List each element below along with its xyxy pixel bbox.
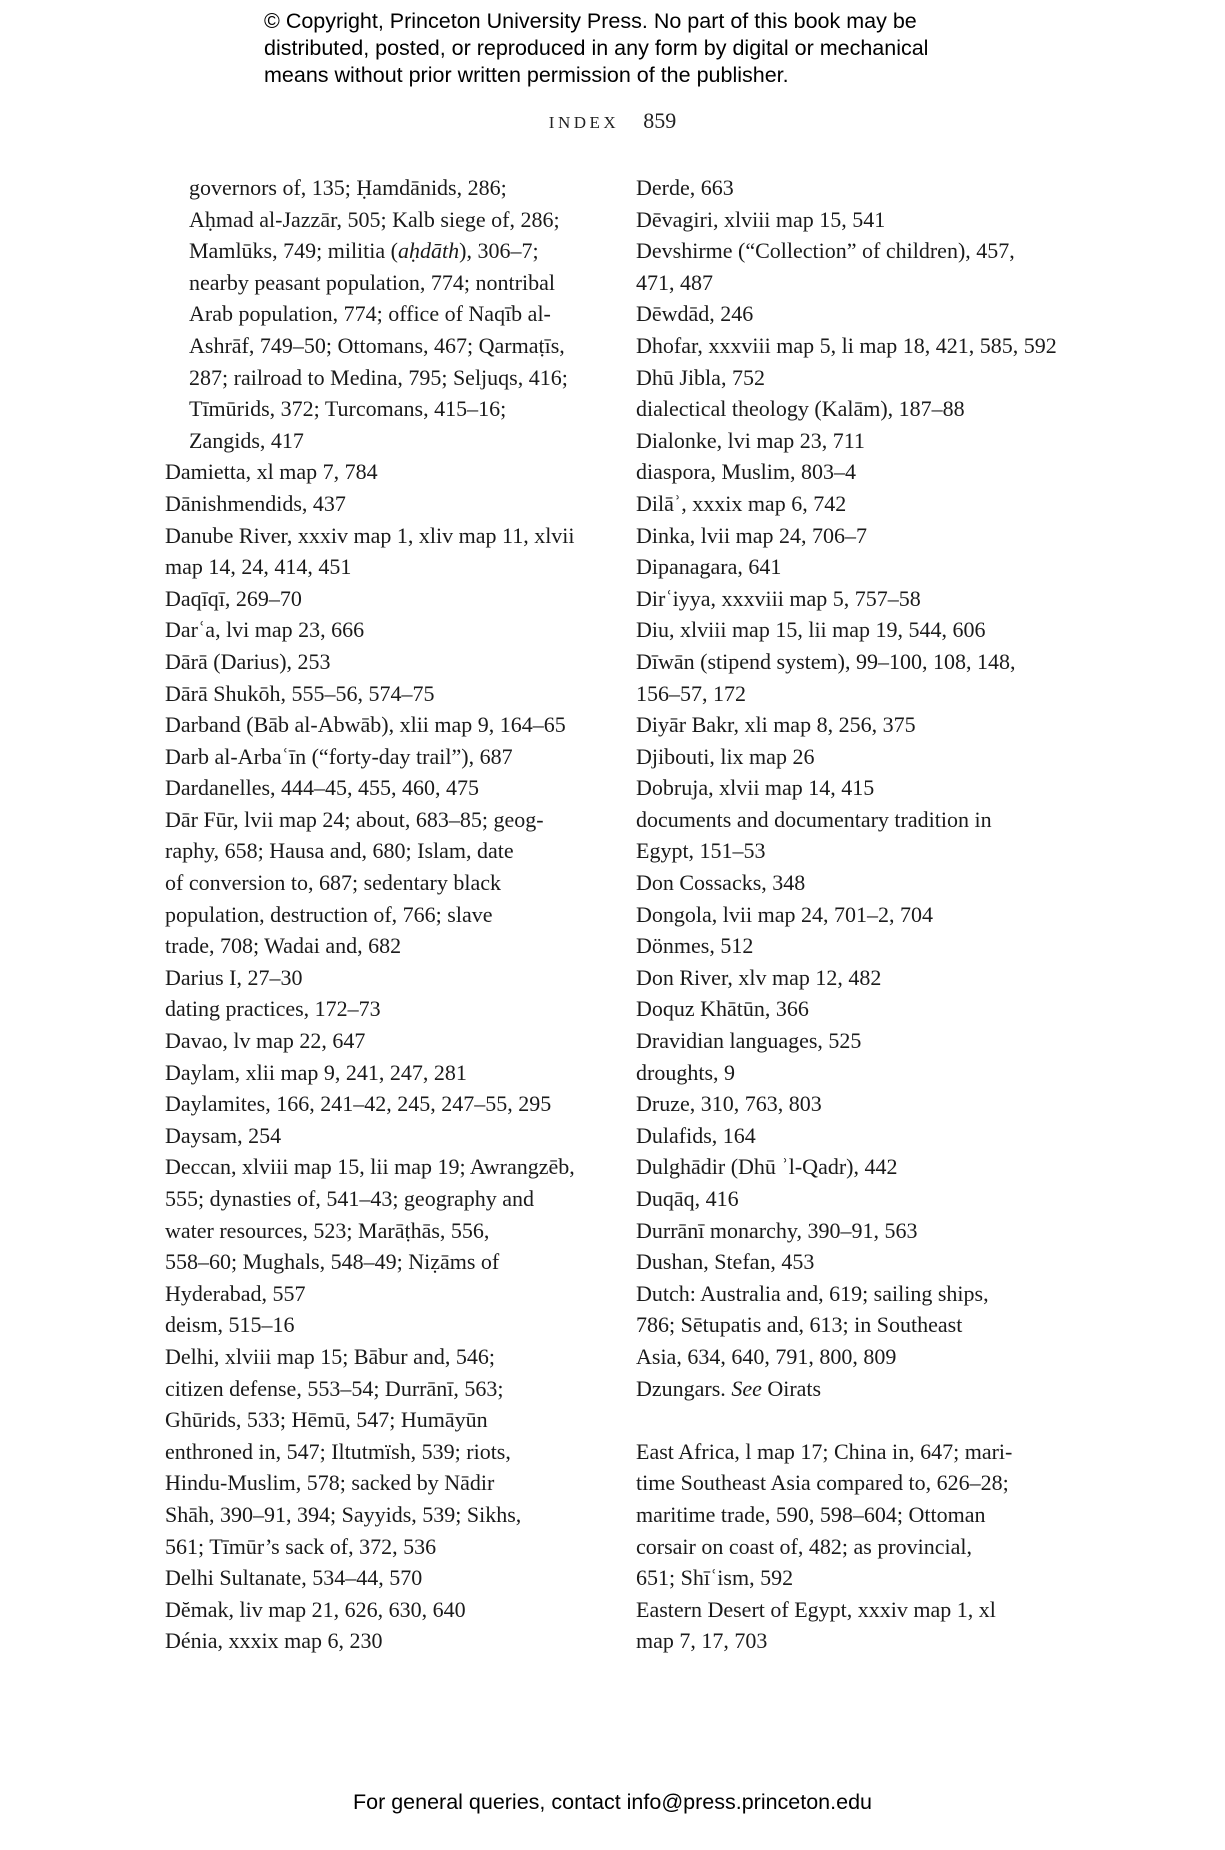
index-entry-line: droughts, 9 [636, 1059, 735, 1085]
index-entry-line: dating practices, 172–73 [165, 996, 381, 1022]
index-entry-line: Dānishmendids, 437 [165, 490, 346, 516]
index-entry-line: deism, 515–16 [165, 1312, 295, 1338]
index-entry-line: diaspora, Muslim, 803–4 [636, 459, 856, 485]
index-entry-line: Hyderabad, 557 [165, 1280, 306, 1306]
index-entry-line: Doquz Khātūn, 366 [636, 996, 809, 1022]
index-entry [636, 1057, 1076, 1089]
index-entry [636, 520, 1076, 552]
index-entry-line: Dobruja, xlvii map 14, 415 [636, 775, 875, 801]
index-entry [636, 425, 1076, 457]
index-entry-line: Dēwdād, 246 [636, 301, 754, 327]
index-entry [165, 962, 605, 994]
index-entry [636, 1215, 1076, 1247]
footer-contact: For general queries, contact info@press.princeton.edu [352, 1790, 872, 1814]
index-entry-line: citizen defense, 553–54; Durrānī, 563; [165, 1375, 504, 1401]
index-entry-line: 287; railroad to Medina, 795; Seljuqs, 416; [189, 364, 568, 390]
index-entry [165, 678, 605, 710]
index-entry-line: Daylam, xlii map 9, 241, 247, 281 [165, 1059, 467, 1085]
index-entry-line: Asia, 634, 640, 791, 800, 809 [636, 1343, 897, 1369]
index-entry [165, 1151, 605, 1309]
index-entry [636, 330, 1076, 362]
index-entry [636, 930, 1076, 962]
index-entry-line: Daysam, 254 [165, 1122, 282, 1148]
index-entry-line: Tīmūrids, 372; Turcomans, 415–16; [189, 396, 507, 422]
index-entry [636, 646, 1076, 709]
index-entry-line: Daqīqī, 269–70 [165, 585, 302, 611]
index-entry [636, 393, 1076, 425]
index-entry-line: Dhū Jibla, 752 [636, 364, 765, 390]
index-entry-line: Dinka, lvii map 24, 706–7 [636, 522, 867, 548]
index-entry-line: Aḥmad al-Jazzār, 505; Kalb siege of, 286; [189, 206, 560, 232]
index-entry-line: 156–57, 172 [636, 680, 746, 706]
index-entry-line: Derde, 663 [636, 175, 734, 200]
index-entry [165, 1309, 605, 1341]
index-entry-line: of conversion to, 687; sedentary black [165, 870, 502, 896]
index-entry-line: 558–60; Mughals, 548–49; Niẓāms of [165, 1249, 500, 1275]
index-entry [636, 1151, 1076, 1183]
index-entry [165, 1057, 605, 1089]
index-entry [636, 962, 1076, 994]
index-entry [165, 1341, 605, 1562]
index-entry-line: map 7, 17, 703 [636, 1628, 768, 1654]
index-entry-line: 555; dynasties of, 541–43; geography and [165, 1186, 535, 1211]
copyright-line: © Copyright, Princeton University Press. No part of this book may be [264, 9, 917, 33]
index-entry-line: time Southeast Asia compared to, 626–28; [636, 1470, 1009, 1496]
index-entry-line: Dhofar, xxxviii map 5, li map 18, 421, 585, 592 [636, 332, 1057, 358]
index-entry-line: 471, 487 [636, 269, 713, 295]
index-entry-line: Don Cossacks, 348 [636, 870, 806, 896]
index-entry-line: Diu, xlviii map 15, lii map 19, 544, 606 [636, 617, 986, 643]
index-entry-line: Egypt, 151–53 [636, 838, 766, 864]
index-entry [165, 772, 605, 804]
index-entry [636, 1183, 1076, 1215]
index-entry-line: 651; Shīʿism, 592 [636, 1565, 794, 1591]
index-entry [165, 1088, 605, 1120]
index-entry-line: Dutch: Australia and, 619; sailing ships, [636, 1280, 989, 1306]
index-entry [165, 1594, 605, 1626]
index-entry [636, 867, 1076, 899]
index-entry-line: Daylamites, 166, 241–42, 245, 247–55, 295 [165, 1091, 552, 1117]
index-entry-line: Dirʿiyya, xxxviii map 5, 757–58 [636, 585, 921, 611]
index-entry [165, 583, 605, 615]
index-entry-line: Dongola, lvii map 24, 701–2, 704 [636, 901, 933, 927]
index-entry-line: Ghūrids, 533; Hēmū, 547; Humāyūn [165, 1407, 488, 1433]
index-entry [636, 741, 1076, 773]
page-number: 859 [643, 108, 677, 133]
index-entry-line: Djibouti, lix map 26 [636, 743, 815, 769]
index-entry [165, 456, 605, 488]
index-column-left [165, 172, 605, 1657]
index-entry-line: governors of, 135; Ḥamdānids, 286; [189, 175, 507, 200]
index-entry-line: Ashrāf, 749–50; Ottomans, 467; Qarmaṭīs, [189, 332, 565, 358]
index-entry-line: Dzungars. See Oirats [636, 1375, 822, 1401]
index-entry-line: trade, 708; Wadai and, 682 [165, 933, 402, 959]
index-entry [165, 741, 605, 773]
index-entry [636, 362, 1076, 394]
index-entry-line: Mamlūks, 749; militia (aḥdāth), 306–7; [189, 238, 539, 264]
index-entry-line: Dārā Shukōh, 555–56, 574–75 [165, 680, 435, 706]
index-entry-line: Diyār Bakr, xli map 8, 256, 375 [636, 712, 916, 738]
index-entry-line: 561; Tīmūr’s sack of, 372, 536 [165, 1533, 437, 1559]
index-entry [165, 520, 605, 583]
index-entry [636, 172, 1076, 204]
index-entry [165, 1562, 605, 1594]
index-entry [636, 1373, 1076, 1405]
index-entry-line: Druze, 310, 763, 803 [636, 1091, 822, 1117]
index-entry-line: Dārā (Darius), 253 [165, 648, 331, 674]
index-entry-line: Duqāq, 416 [636, 1186, 739, 1211]
index-entry-line: East Africa, l map 17; China in, 647; mari- [636, 1438, 1013, 1464]
index-entry [165, 993, 605, 1025]
index-entry [165, 1120, 605, 1152]
index-entry-line: Dravidian languages, 525 [636, 1028, 862, 1054]
index-column-right [636, 172, 1076, 1657]
index-entry-line: Darʿa, lvi map 23, 666 [165, 617, 365, 643]
index-entry-continuation [165, 172, 605, 456]
index-entry-line: Danube River, xxxiv map 1, xliv map 11, xlvii [165, 522, 575, 548]
index-entry [165, 1625, 605, 1657]
index-entry [636, 235, 1076, 298]
index-entry [636, 1246, 1076, 1278]
index-entry [636, 1088, 1076, 1120]
index-entry [165, 646, 605, 678]
index-entry [165, 614, 605, 646]
index-entry [636, 298, 1076, 330]
index-entry [165, 709, 605, 741]
index-entry-line: Dĕmak, liv map 21, 626, 630, 640 [165, 1596, 466, 1622]
index-entry [636, 993, 1076, 1025]
index-entry-line: Dipanagara, 641 [636, 554, 782, 580]
index-entry-line: Dār Fūr, lvii map 24; about, 683–85; geog- [165, 806, 544, 832]
index-entry-line: Dialonke, lvi map 23, 711 [636, 427, 865, 453]
index-entry-line: Dushan, Stefan, 453 [636, 1249, 815, 1275]
index-entry [165, 488, 605, 520]
index-entry [636, 772, 1076, 804]
index-entry-line: enthroned in, 547; Iltutmïsh, 539; riots, [165, 1438, 511, 1464]
index-entry [636, 1594, 1076, 1657]
index-entry-line: Darband (Bāb al-Abwāb), xlii map 9, 164–65 [165, 712, 566, 738]
index-entry-line: documents and documentary tradition in [636, 806, 992, 832]
index-entry [636, 614, 1076, 646]
index-entry-line: water resources, 523; Marāṭhās, 556, [165, 1217, 490, 1243]
index-entry-line: Darius I, 27–30 [165, 964, 303, 990]
index-entry-line: Delhi, xlviii map 15; Bābur and, 546; [165, 1343, 495, 1369]
index-entry [636, 1436, 1076, 1594]
index-entry-line: Dīwān (stipend system), 99–100, 108, 148, [636, 648, 1016, 674]
index-entry [165, 804, 605, 962]
index-entry-line: Durrānī monarchy, 390–91, 563 [636, 1217, 918, 1243]
index-entry-line: 786; Sētupatis and, 613; in Southeast [636, 1312, 963, 1338]
copyright-line: means without prior written permission of the publisher. [264, 63, 789, 87]
index-entry-line: Eastern Desert of Egypt, xxxiv map 1, xl [636, 1596, 996, 1622]
index-entry [636, 488, 1076, 520]
index-entry-line: Dönmes, 512 [636, 933, 754, 959]
index-entry [636, 709, 1076, 741]
index-entry [636, 204, 1076, 236]
running-head-label: INDEX [548, 113, 620, 132]
index-entry-line: Dénia, xxxix map 6, 230 [165, 1628, 383, 1654]
index-entry-line: Darb al-Arbaʿīn (“forty-day trail”), 687 [165, 743, 513, 769]
index-entry-line: raphy, 658; Hausa and, 680; Islam, date [165, 838, 514, 864]
index-entry-line: Dulafids, 164 [636, 1122, 756, 1148]
index-entry [636, 1025, 1076, 1057]
index-entry-line: Delhi Sultanate, 534–44, 570 [165, 1565, 423, 1591]
index-entry-line: Arab population, 774; office of Naqīb al- [189, 301, 551, 327]
index-entry [165, 1025, 605, 1057]
index-entry-line: Davao, lv map 22, 647 [165, 1028, 366, 1054]
index-entry-line: corsair on coast of, 482; as provincial, [636, 1533, 973, 1559]
index-entry-line: dialectical theology (Kalām), 187–88 [636, 396, 965, 422]
index-entry-line: Deccan, xlviii map 15, lii map 19; Awrangzēb, [165, 1154, 575, 1180]
running-head [0, 108, 1225, 134]
index-entry-line: population, destruction of, 766; slave [165, 901, 493, 927]
index-entry [636, 1120, 1076, 1152]
index-entry-line: Dēvagiri, xlviii map 15, 541 [636, 206, 886, 232]
index-entry-line: Zangids, 417 [189, 427, 304, 453]
copyright-notice [264, 8, 1024, 89]
copyright-line: distributed, posted, or reproduced in any form by digital or mechanical [264, 36, 929, 60]
index-entry [636, 551, 1076, 583]
index-entry-line: Dardanelles, 444–45, 455, 460, 475 [165, 775, 480, 801]
index-entry-line: Dilāʾ, xxxix map 6, 742 [636, 490, 847, 516]
index-entry-line: Don River, xlv map 12, 482 [636, 964, 882, 990]
index-entry [636, 1278, 1076, 1373]
index-entry-line: Damietta, xl map 7, 784 [165, 459, 378, 485]
index-entry-line: Dulghādir (Dhū ʾl-Qadr), 442 [636, 1154, 898, 1180]
index-entry-line: Shāh, 390–91, 394; Sayyids, 539; Sikhs, [165, 1501, 522, 1527]
index-entry-line: map 14, 24, 414, 451 [165, 554, 352, 580]
index-entry-line: nearby peasant population, 774; nontribal [189, 269, 555, 295]
section-gap [636, 1404, 1076, 1436]
index-entry [636, 583, 1076, 615]
index-entry-line: Hindu-Muslim, 578; sacked by Nādir [165, 1470, 495, 1496]
index-entry-line: maritime trade, 590, 598–604; Ottoman [636, 1501, 986, 1527]
index-entry-line: Devshirme (“Collection” of children), 457, [636, 238, 1015, 264]
index-entry [636, 899, 1076, 931]
index-entry [636, 456, 1076, 488]
index-entry [636, 804, 1076, 867]
